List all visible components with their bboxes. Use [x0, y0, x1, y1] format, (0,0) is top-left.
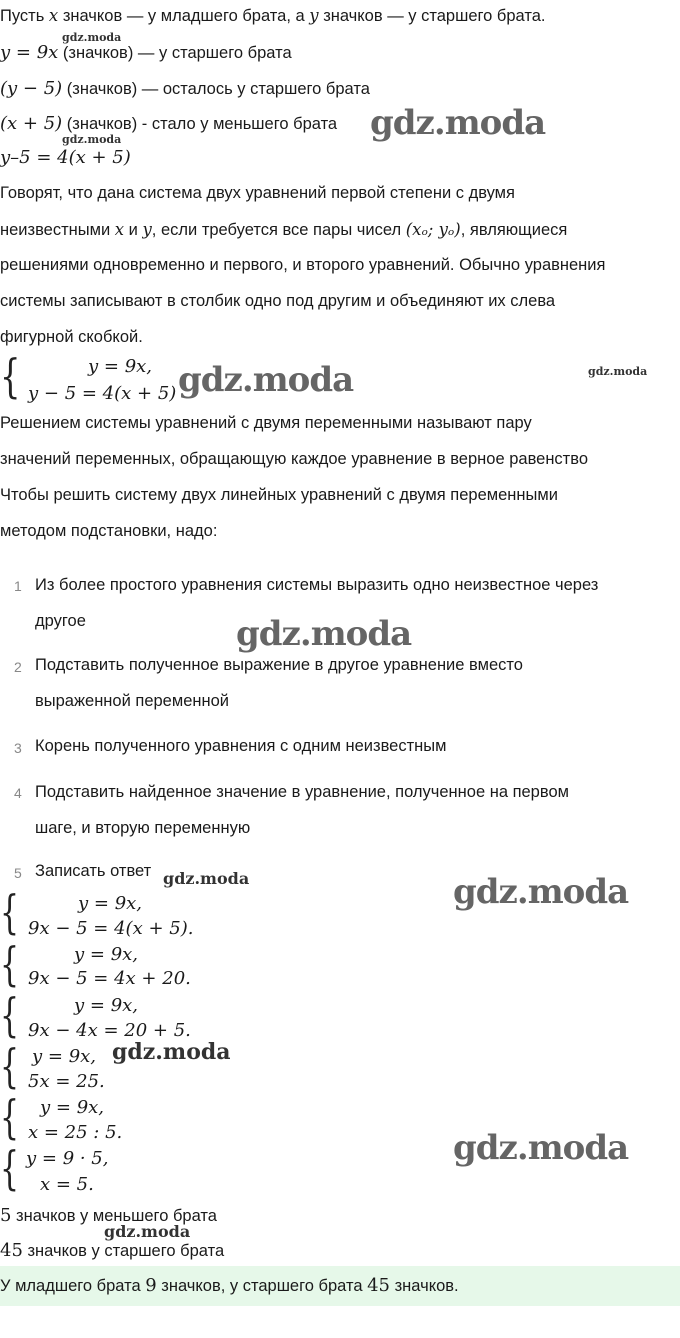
- system-equation: x = 25 : 5.: [28, 1122, 123, 1143]
- step-text: шаге, и вторую переменную: [35, 819, 251, 837]
- watermark: gdz.moda: [236, 614, 412, 654]
- step-text: Подставить полученное выражение в другое уравнение вместо: [35, 656, 523, 674]
- watermark: gdz.moda: [453, 872, 629, 912]
- system-brace: {: [0, 885, 20, 939]
- watermark: gdz.moda: [163, 869, 250, 888]
- system-equation: y − 5 = 4(x + 5): [28, 383, 177, 404]
- step-text: Корень полученного уравнения с одним неизвестным: [35, 737, 447, 755]
- watermark: gdz.moda: [178, 360, 354, 400]
- step-text: другое: [35, 612, 86, 630]
- result-line: 45 значков у старшего брата: [0, 1240, 225, 1261]
- system-equation: y = 9 · 5,: [26, 1148, 109, 1169]
- watermark: gdz.moda: [104, 1222, 191, 1241]
- intro-line-5: y–5 = 4(x + 5): [0, 147, 131, 168]
- theory-line: Говорят, что дана система двух уравнений первой степени с двумя: [0, 184, 515, 202]
- system-brace: {: [0, 937, 20, 991]
- result-line: 5 значков у меньшего брата: [0, 1205, 217, 1226]
- system-equation: y = 9x,: [88, 356, 153, 377]
- system-equation: 9x − 5 = 4(x + 5).: [28, 918, 194, 939]
- system-equation: y = 9x,: [74, 944, 139, 965]
- step-text: Записать ответ: [35, 862, 152, 880]
- step-text: Подставить найденное значение в уравнение, полученное на первом: [35, 783, 569, 801]
- theory-line: неизвестными x и y, если требуется все пары чисел (xₒ; yₒ), являющиеся: [0, 220, 568, 239]
- watermark: gdz.moda: [588, 365, 648, 378]
- system-brace: {: [0, 1090, 20, 1144]
- step-number: 5: [14, 865, 22, 881]
- step-number: 2: [14, 659, 22, 675]
- watermark: gdz.moda: [453, 1128, 629, 1168]
- watermark: gdz.moda: [112, 1039, 231, 1065]
- definition-line: значений переменных, обращающую каждое уравнение в верное равенство: [0, 450, 588, 468]
- system-equation: y = 9x,: [32, 1046, 97, 1067]
- system-equation: 5x = 25.: [28, 1071, 105, 1092]
- system-equation: y = 9x,: [40, 1097, 105, 1118]
- theory-line: системы записывают в столбик одно под другим и объединяют их слева: [0, 292, 556, 310]
- system-brace: {: [0, 988, 20, 1042]
- step-text: Из более простого уравнения системы выразить одно неизвестное через: [35, 576, 599, 594]
- watermark: gdz.moda: [370, 103, 546, 143]
- intro-line-2: y = 9x (значков) — у старшего брата: [0, 42, 292, 63]
- step-number: 4: [14, 785, 22, 801]
- definition-line: Решением системы уравнений с двумя переменными называют пару: [0, 414, 532, 432]
- intro-line-1: Пусть x значков — у младшего брата, а y значков — у старшего брата.: [0, 6, 546, 25]
- watermark: gdz.moda: [62, 133, 122, 146]
- method-line: методом подстановки, надо:: [0, 522, 218, 540]
- intro-line-3: (y − 5) (значков) — осталось у старшего брата: [0, 78, 370, 99]
- answer-box: У младшего брата 9 значков, у старшего брата 45 значков.: [0, 1266, 680, 1306]
- system-equation: y = 9x,: [78, 893, 143, 914]
- theory-line: фигурной скобкой.: [0, 328, 143, 346]
- system-equation: y = 9x,: [74, 995, 139, 1016]
- system-brace: {: [0, 1141, 20, 1195]
- system-equation: 9x − 5 = 4x + 20.: [28, 968, 191, 989]
- step-text: выраженной переменной: [35, 692, 229, 710]
- system-equation: 9x − 4x = 20 + 5.: [28, 1020, 191, 1041]
- theory-line: решениями одновременно и первого, и второго уравнений. Обычно уравнения: [0, 256, 606, 274]
- system-brace: {: [0, 1039, 20, 1093]
- system-equation: x = 5.: [40, 1174, 94, 1195]
- system-brace: {: [0, 349, 21, 403]
- step-number: 1: [14, 578, 22, 594]
- intro-line-4: (x + 5) (значков) - стало у меньшего брата: [0, 113, 338, 134]
- watermark: gdz.moda: [62, 31, 122, 44]
- step-number: 3: [14, 740, 22, 756]
- method-line: Чтобы решить систему двух линейных уравнений с двумя переменными: [0, 486, 558, 504]
